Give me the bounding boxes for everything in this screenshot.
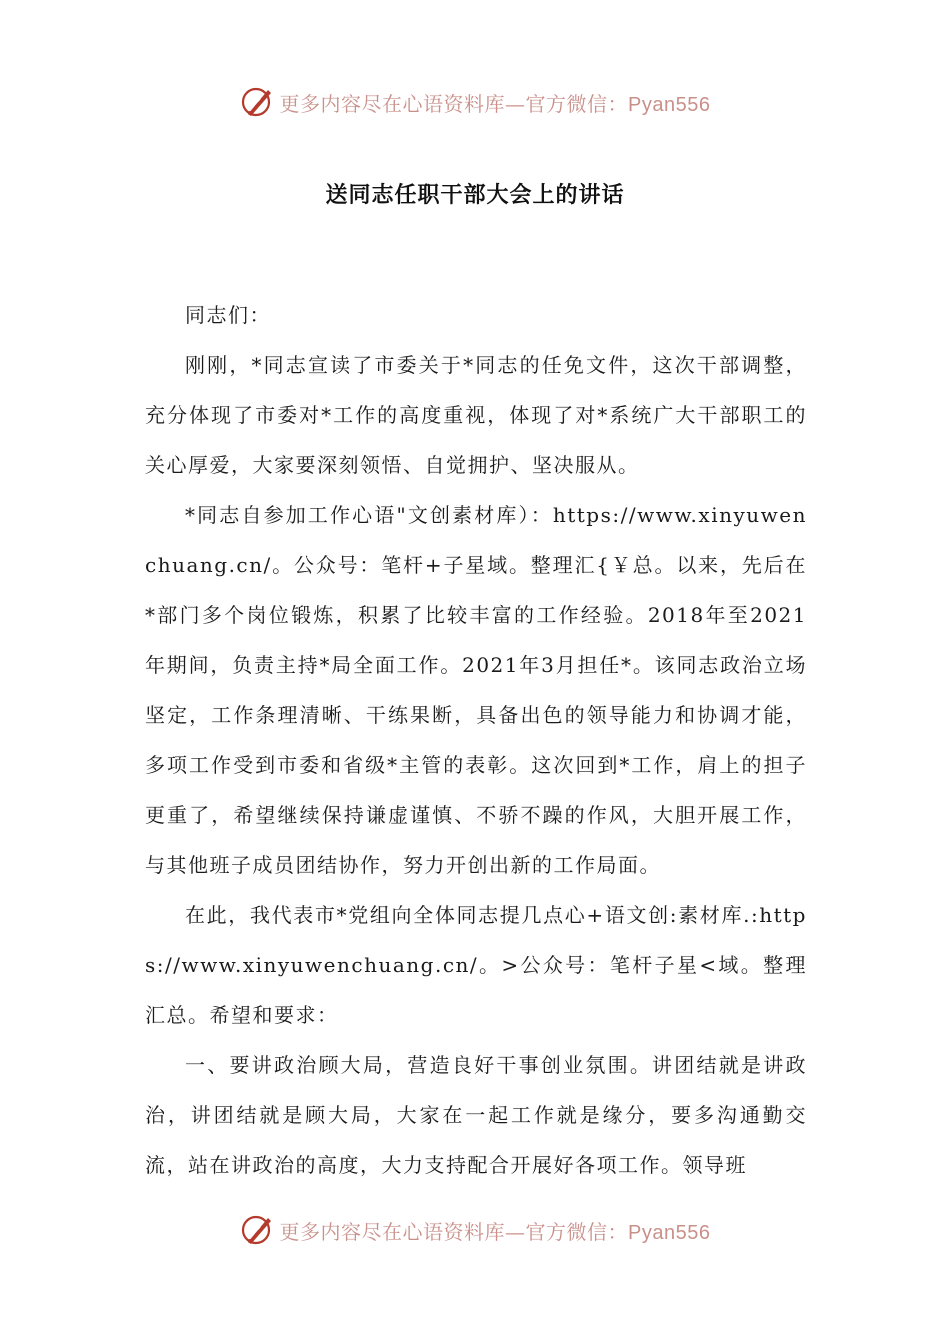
header-watermark-banner — [0, 80, 950, 124]
body-paragraph: 在此，我代表市*党组向全体同志提几点心+语文创:素材库.:https://www.xinyuwenchuang.cn/。>公众号：笔杆子星<域。整理汇总。希望和要求： — [145, 903, 807, 1027]
footer-watermark-banner — [0, 1208, 950, 1252]
watermark-text: 更多内容尽在心语资料库—官方微信：Pyan556 — [279, 91, 711, 116]
body-paragraph: 一、要讲政治顾大局，营造良好干事创业氛围。讲团结就是讲政治，讲团结就是顾大局，大家在一起工作就是缘分，要多沟通勤交流，站在讲政治的高度，大力支持配合开展好各项工作。领导班 — [145, 1053, 807, 1177]
salutation-paragraph: 同志们： — [185, 303, 271, 327]
watermark-text: 更多内容尽在心语资料库—官方微信：Pyan556 — [279, 1219, 711, 1244]
wechat-id: Pyan556 — [628, 1221, 711, 1244]
body-paragraph: 刚刚，*同志宣读了市委关于*同志的任免文件，这次干部调整，充分体现了市委对*工作的高度重视，体现了对*系统广大干部职工的关心厚爱，大家要深刻领悟、自觉拥护、坚决服从。 — [145, 353, 807, 477]
document-body — [145, 290, 807, 1190]
quill-pen-circle-icon — [240, 84, 276, 120]
quill-pen-circle-icon — [240, 1212, 276, 1248]
wechat-id: Pyan556 — [628, 93, 711, 116]
body-paragraph: *同志自参加工作心语"文创素材库）：https://www.xinyuwenchuang.cn/。公众号：笔杆+子星域。整理汇{￥总。以来，先后在*部门多个岗位锻炼，积累了比较丰富的工作经验。2018年至2021年期间，负责主持*局全面工作。2021年3月担任*。该同志政治立场坚定，工作条理清晰、干练果断，具备出色的领导能力和协调才能，多项工作受到市委和省级*主管的表彰。这次回到*工作，肩上的担子更重了，希望继续保持谦虚谨慎、不骄不躁的作风，大胆开展工作，与其他班子成员团结协作，努力开创出新的工作局面。 — [145, 503, 807, 877]
document-title: 送同志任职干部大会上的讲话 — [325, 183, 625, 208]
